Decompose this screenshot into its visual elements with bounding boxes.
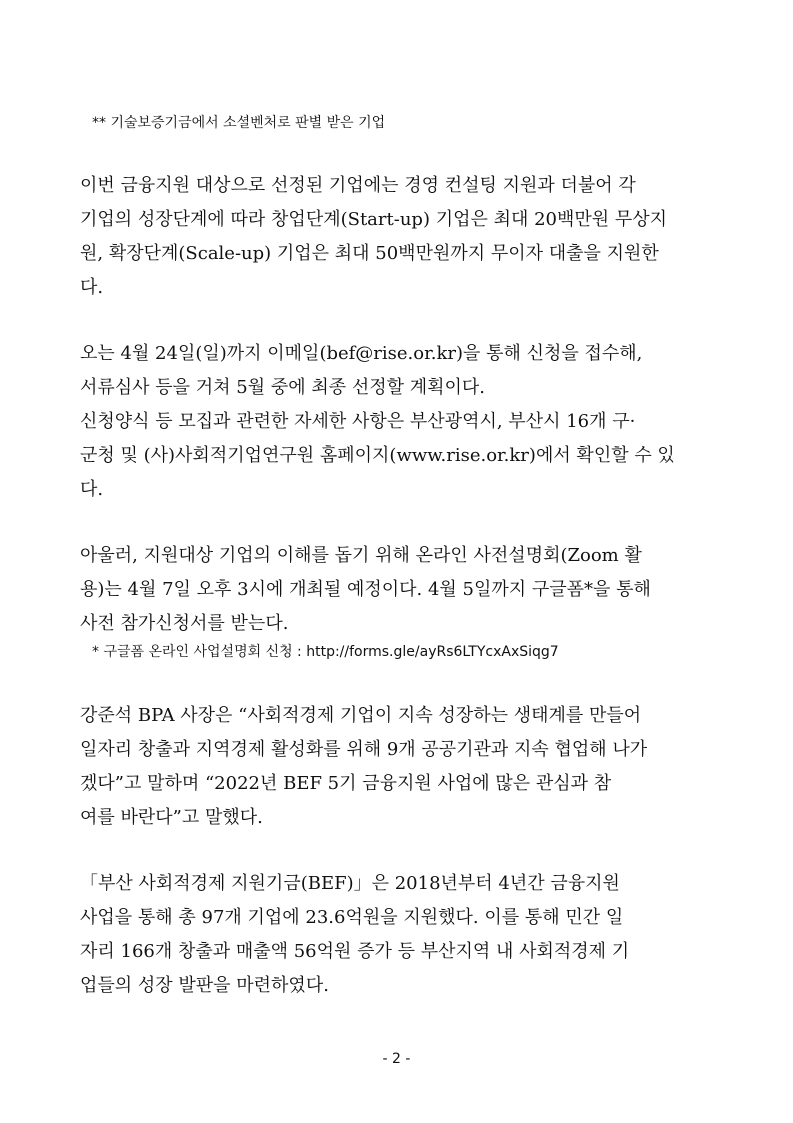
text-line: 다.: [80, 479, 104, 500]
text-line: 「부산 사회적경제 지원기금(BEF)」은 2018년부터 4년간 금융지원: [80, 873, 620, 894]
text-line: 강준석 BPA 사장은 “사회적경제 기업이 지속 성장하는 생태계를 만들어: [80, 705, 642, 726]
text-line: 자리 166개 창출과 매출액 56억원 증가 등 부산지역 내 사회적경제 기: [80, 941, 630, 962]
footnote-social-venture: ** 기술보증기금에서 소셜벤처로 판별 받은 기업: [92, 115, 386, 131]
text-line: 업들의 성장 발판을 마련하였다.: [80, 975, 329, 996]
text-line: 다.: [80, 277, 104, 298]
text-line: 원, 확장단계(Scale-up) 기업은 최대 50백만원까지 무이자 대출을 지원한: [80, 243, 659, 264]
text-line: 기업의 성장단계에 따라 창업단계(Start-up) 기업은 최대 20백만원 무상지: [80, 209, 668, 230]
text-line: 용)는 4월 7일 오후 3시에 개최될 예정이다. 4월 5일까지 구글폼*을 통해: [80, 579, 651, 600]
text-line: 겠다”고 말하며 “2022년 BEF 5기 금융지원 사업에 많은 관심과 참: [80, 773, 612, 794]
text-line: 아울러, 지원대상 기업의 이해를 돕기 위해 온라인 사전설명회(Zoom 활: [80, 545, 642, 566]
text-line: 사전 참가신청서를 받는다.: [80, 613, 289, 634]
text-line: 신청양식 등 모집과 관련한 자세한 사항은 부산광역시, 부산시 16개 구·: [80, 411, 636, 432]
text-line: 여를 바란다”고 말했다.: [80, 807, 263, 828]
text-line: 일자리 창출과 지역경제 활성화를 위해 9개 공공기관과 지속 협업해 나가: [80, 739, 648, 760]
page-number: - 2 -: [382, 1051, 411, 1067]
text-line: 군청 및 (사)사회적기업연구원 홈페이지(www.rise.or.kr)에서 확인할 수 있: [80, 445, 675, 466]
text-line: 사업을 통해 총 97개 기업에 23.6억원을 지원했다. 이를 통해 민간 일: [80, 907, 624, 928]
footnote-google-form: * 구글폼 온라인 사업설명회 신청 : http://forms.gle/ayRs6LTYcxAxSiqg7: [92, 644, 559, 660]
text-line: 이번 금융지원 대상으로 선정된 기업에는 경영 컨설팅 지원과 더불어 각: [80, 175, 636, 196]
text-line: 오는 4월 24일(일)까지 이메일(bef@rise.or.kr)을 통해 신청을 접수해,: [80, 343, 643, 364]
text-line: 서류심사 등을 거쳐 5월 중에 최종 선정할 계획이다.: [80, 377, 485, 398]
